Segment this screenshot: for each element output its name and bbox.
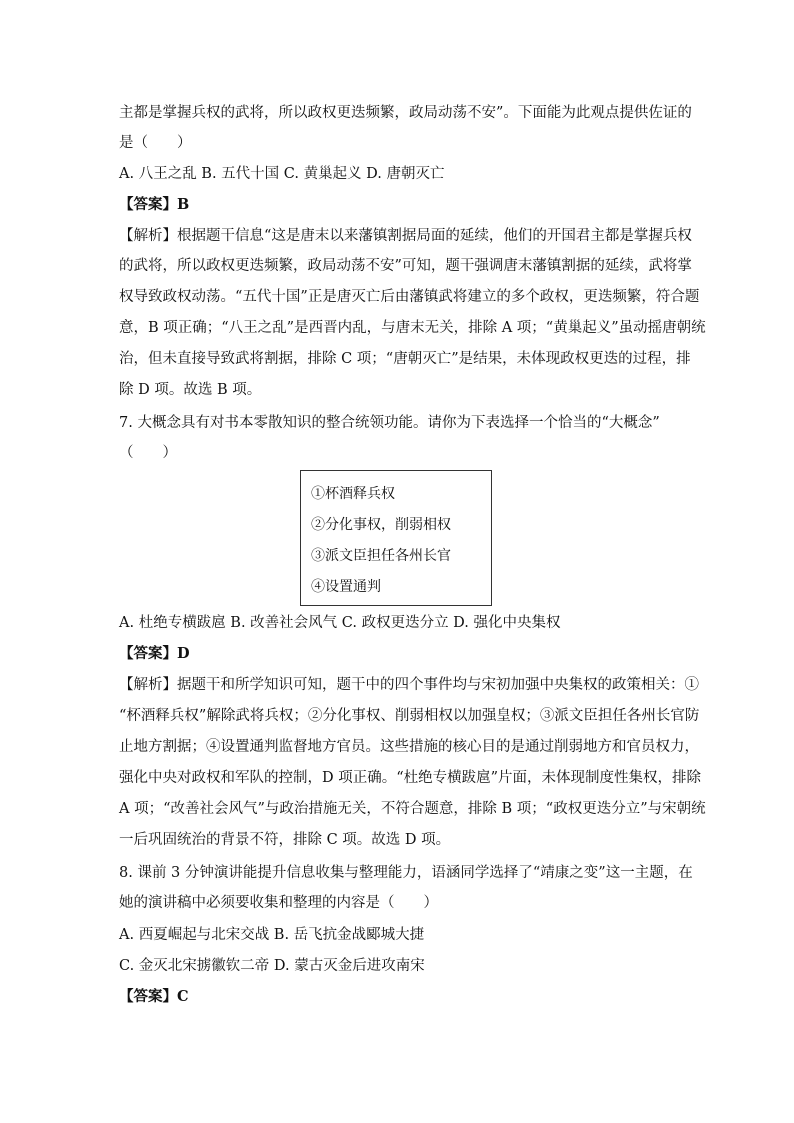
question-stem: 她的演讲稿中必须要收集和整理的内容是（ ）: [119, 895, 438, 911]
box-item: ④设置通判: [311, 579, 381, 595]
analysis-line: 除 D 项。故选 B 项。: [119, 382, 262, 398]
analysis-line: 止地方割据；④设置通判监督地方官员。这些措施的核心目的是通过削弱地方和官员权力，: [119, 739, 699, 755]
question-stem: （ ）: [119, 445, 177, 461]
analysis-line: 意，B 项正确；“八王之乱”是西晋内乱，与唐末无关，排除 A 项；“黄巢起义”虽动摇唐朝统: [119, 320, 706, 336]
text-line: 主都是掌握兵权的武将，所以政权更迭频繁，政局动荡不安”。下面能为此观点提供佐证的: [119, 105, 692, 121]
question-stem: 8. 课前 3 分钟演讲能提升信息收集与整理能力，语涵同学选择了“靖康之变”这一主题，在: [119, 865, 693, 881]
options-line: A. 杜绝专横跋扈 B. 改善社会风气 C. 政权更迭分立 D. 强化中央集权: [119, 615, 561, 631]
options-line: A. 八王之乱 B. 五代十国 C. 黄巢起义 D. 唐朝灭亡: [119, 166, 445, 182]
answer-label: 【答案】C: [119, 988, 189, 1005]
analysis-line: A 项；“改善社会风气”与政治措施无关，不符合题意，排除 B 项；“政权更迭分立”与宋朝统: [119, 801, 706, 817]
question-stem: 7. 大概念具有对书本零散知识的整合统领功能。请你为下表选择一个恰当的“大概念”: [119, 415, 660, 431]
analysis-line: 治，但未直接导致武将割据，排除 C 项；“唐朝灭亡”是结果，未体现政权更迭的过程，排: [119, 351, 691, 367]
box-item: ②分化事权，削弱相权: [311, 517, 451, 533]
text-line: 是（ ）: [119, 135, 192, 151]
options-line: C. 金灭北宋掳徽钦二帝 D. 蒙古灭金后进攻南宋: [119, 958, 425, 974]
answer-label: 【答案】B: [119, 196, 190, 213]
analysis-line: “杯酒释兵权”解除武将兵权；②分化事权、削弱相权以加强皇权；③派文臣担任各州长官防: [119, 708, 700, 724]
analysis-line: 强化中央对政权和军队的控制，D 项正确。“杜绝专横跋扈”片面，未体现制度性集权，排除: [119, 770, 702, 786]
analysis-line: 【解析】根据题干信息“这是唐末以来藩镇割据局面的延续，他们的开国君主都是掌握兵权: [119, 228, 692, 244]
analysis-line: 一后巩固统治的背景不符，排除 C 项。故选 D 项。: [119, 832, 451, 848]
analysis-line: 的武将，所以政权更迭频繁，政局动荡不安”可知，题干强调唐末藩镇割据的延续，武将掌: [119, 258, 692, 274]
box-item: ①杯酒释兵权: [311, 486, 395, 502]
box-item: ③派文臣担任各州长官: [311, 548, 451, 564]
analysis-line: 权导致政权动荡。“五代十国”正是唐灭亡后由藩镇武将建立的多个政权，更迭频繁，符合题: [119, 289, 700, 305]
options-line: A. 西夏崛起与北宋交战 B. 岳飞抗金战郾城大捷: [119, 927, 425, 943]
answer-label: 【答案】D: [119, 645, 190, 662]
analysis-line: 【解析】据题干和所学知识可知，题干中的四个事件均与宋初加强中央集权的政策相关：①: [119, 677, 699, 693]
event-box: [300, 470, 492, 606]
